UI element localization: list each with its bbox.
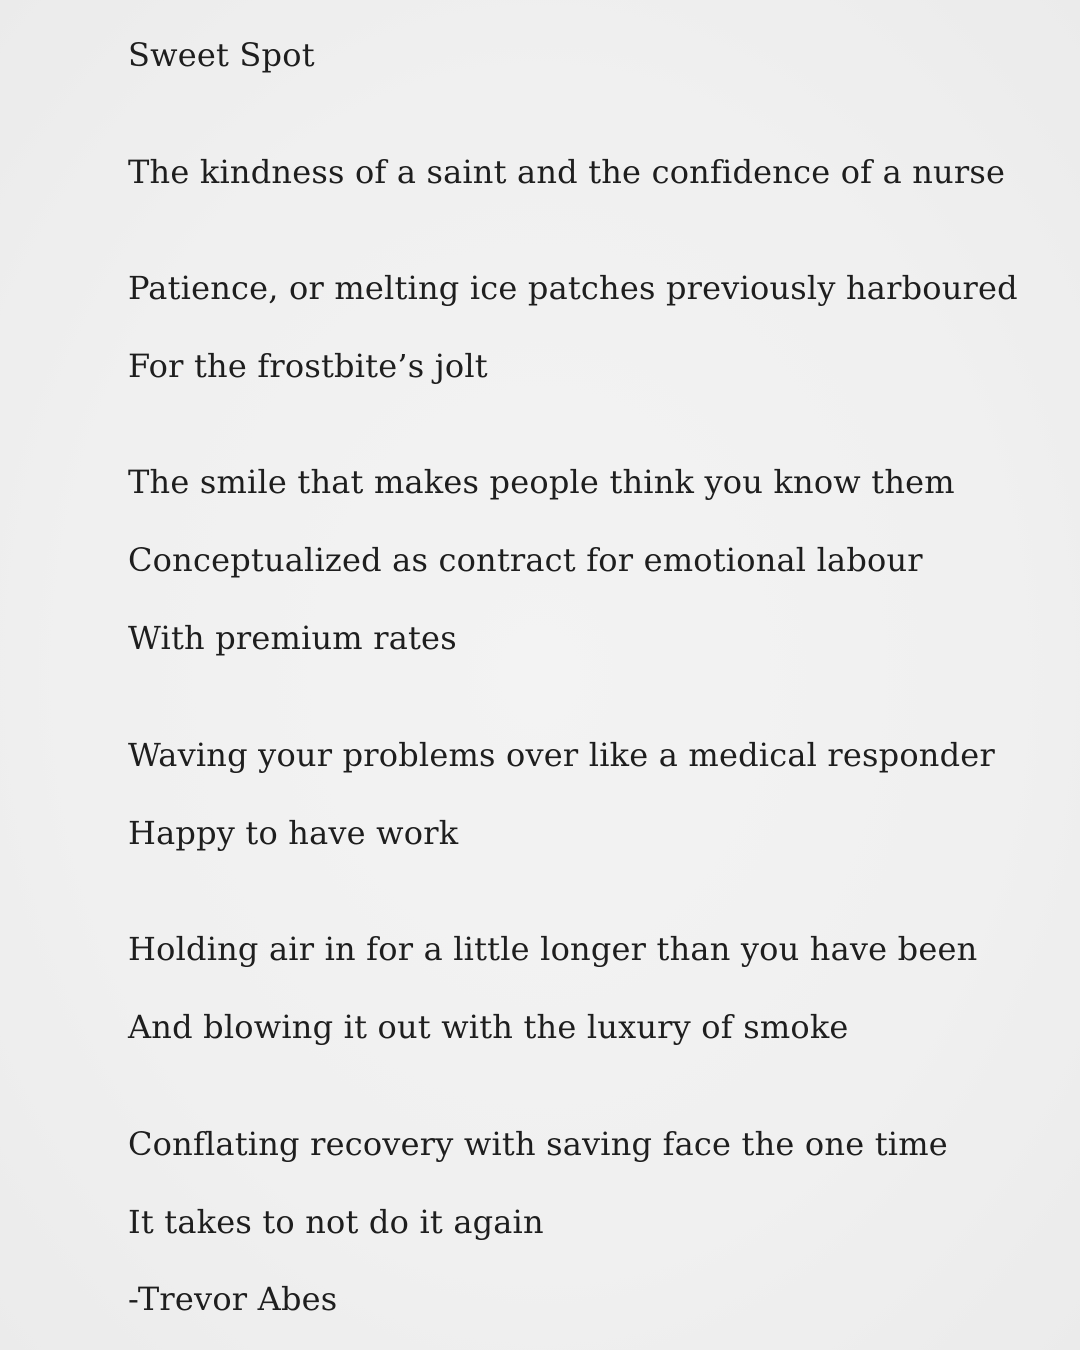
- poem-line: For the frostbite’s jolt: [128, 347, 488, 385]
- poem-line: Waving your problems over like a medical responder: [128, 736, 995, 774]
- poem-title: Sweet Spot: [128, 36, 315, 74]
- poem-line: Conflating recovery with saving face the one time: [128, 1125, 948, 1163]
- poem-line: Conceptualized as contract for emotional labour: [128, 541, 923, 579]
- poem-line: It takes to not do it again: [128, 1203, 544, 1241]
- poem-line: The kindness of a saint and the confidence of a nurse: [128, 153, 1006, 191]
- poem-line: With premium rates: [128, 619, 457, 657]
- poem-line: Patience, or melting ice patches previously harboured: [128, 269, 1018, 307]
- poem-line: Happy to have work: [128, 814, 459, 852]
- poem-line: Holding air in for a little longer than you have been: [128, 930, 978, 968]
- poem-line: The smile that makes people think you know them: [128, 463, 955, 501]
- poem-line: And blowing it out with the luxury of smoke: [128, 1008, 849, 1046]
- poem-author: -Trevor Abes: [128, 1280, 338, 1318]
